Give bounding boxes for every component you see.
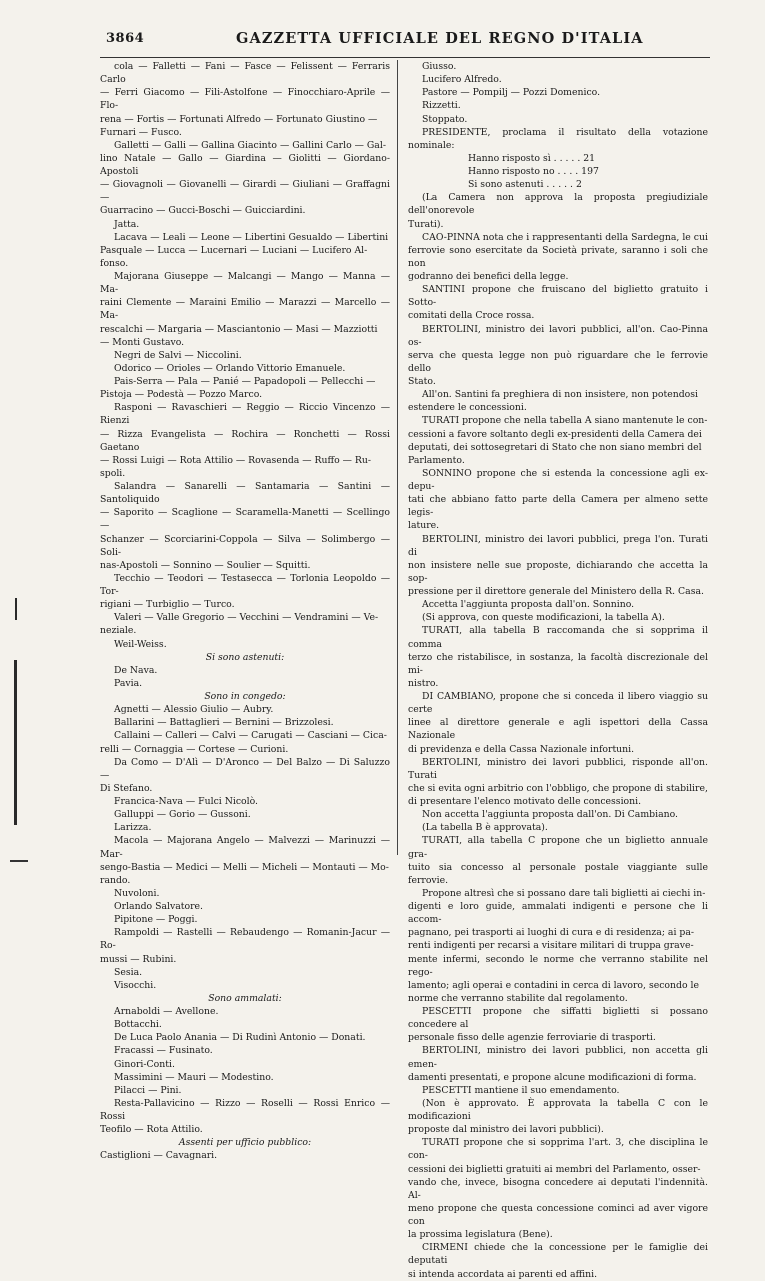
left-column: [100, 60, 390, 1163]
text-line: (Non è approvato. È approvata la tabella C con le modificazioni: [408, 1097, 708, 1122]
text-line: Rampoldi — Rastelli — Rebaudengo — Romanin-Jacur — Ro-: [100, 927, 390, 952]
text-line: Callaini — Calleri — Calvi — Carugati — Casciani — Cica-: [114, 730, 387, 742]
text-line: Rizzetti.: [422, 100, 461, 112]
text-line: pagnano, pei trasporti ai luoghi di cura e di residenza; ai pa-: [408, 927, 695, 939]
text-line: Pais-Serra — Pala — Panié — Papadopoli — Pellecchi —: [114, 376, 376, 387]
text-line: damenti presentati, e propone alcune modificazioni di forma.: [408, 1071, 697, 1083]
right-column: [408, 60, 708, 1281]
header-rule: [100, 57, 710, 58]
binding-dash: [10, 860, 28, 862]
binding-mark: [15, 598, 17, 620]
text-line: CIRMENI chiede che la concessione per le famiglie dei deputati: [408, 1242, 708, 1267]
text-line: Di Stefano.: [100, 782, 153, 794]
text-line: BERTOLINI, ministro dei lavori pubblici, risponde all'on. Turati: [408, 756, 708, 781]
text-line: Galletti — Galli — Gallina Giacinto — Gallini Carlo — Gal-: [114, 139, 386, 151]
text-line: — Rizza Evangelista — Rochira — Ronchetti — Rossi Gaetano: [100, 428, 390, 453]
text-line: Hanno risposto sì . . . . . 21: [468, 152, 596, 164]
text-line: rigiani — Turbiglio — Turco.: [100, 599, 235, 611]
text-line: cola — Falletti — Fani — Fasce — Felissent — Ferraris Carlo: [100, 61, 390, 86]
text-line: Negri de Salvi — Niccolini.: [114, 349, 242, 361]
text-line: proposte dal ministro dei lavori pubblici).: [408, 1124, 604, 1136]
text-line: Valeri — Valle Gregorio — Vecchini — Vendramini — Ve-: [114, 612, 379, 624]
text-line: Castiglioni — Cavagnari.: [100, 1150, 218, 1162]
text-line: — Rossi Luigi — Rota Attilio — Rovasenda — Ruffo — Ru-: [100, 454, 372, 466]
binding-mark: [14, 660, 17, 825]
text-line: vando che, invece, bisogna concedere ai deputati l'indennità. Al-: [408, 1176, 708, 1201]
text-line: Sono ammalati:: [208, 992, 282, 1004]
text-line: Ginori-Conti.: [114, 1058, 175, 1070]
text-line: Stoppato.: [422, 113, 468, 125]
text-line: SANTINI propone che fruiscano del biglietto gratuito i Sotto-: [408, 284, 708, 309]
text-line: Agnetti — Alessio Giulio — Aubry.: [114, 704, 274, 716]
text-line: comitati della Croce rossa.: [408, 310, 535, 322]
text-line: (La tabella B è approvata).: [422, 822, 548, 834]
text-line: DI CAMBIANO, propone che si conceda il libero viaggio su certe: [408, 691, 708, 716]
text-line: Si sono astenuti:: [205, 651, 285, 663]
text-line: Turati).: [408, 218, 444, 230]
text-line: Hanno risposto no . . . . 197: [468, 166, 599, 177]
text-line: lino Natale — Gallo — Giardina — Giolitti — Giordano-Apostoli: [100, 152, 390, 177]
text-line: De Luca Paolo Anania — Di Rudinì Antonio — Donati.: [114, 1032, 366, 1044]
text-line: linee al direttore generale e agli ispettori della Cassa Nazionale: [408, 717, 708, 742]
text-line: estendere le concessioni.: [408, 402, 527, 414]
text-line: Teofilo — Rota Attilio.: [100, 1124, 203, 1136]
text-line: Larizza.: [114, 822, 152, 834]
text-line: ferrovie sono esercitate da Società private, saranno i soli che non: [408, 244, 708, 269]
text-line: Bottacchi.: [114, 1019, 162, 1031]
text-line: mente infermi, secondo le norme che verranno stabilite nel rego-: [408, 953, 708, 978]
text-line: — Giovagnoli — Giovanelli — Girardi — Giuliani — Graffagni —: [100, 179, 390, 204]
text-line: PESCETTI propone che siffatti biglietti si possano concedere al: [408, 1006, 708, 1031]
text-line: Tecchio — Teodori — Testasecca — Torlonia Leopoldo — Tor-: [100, 572, 390, 597]
text-line: Fracassi — Fusinato.: [114, 1045, 213, 1057]
text-line: neziale.: [100, 625, 137, 637]
text-line: PRESIDENTE, proclama il risultato della votazione nominale:: [408, 126, 708, 151]
text-line: Majorana Giuseppe — Malcangi — Mango — Manna — Ma-: [100, 271, 390, 296]
text-line: renti indigenti per recarsi a visitare militari di truppa grave-: [408, 940, 694, 952]
text-line: personale fisso delle agenzie ferroviarie di trasporti.: [408, 1032, 656, 1044]
text-line: nas-Apostoli — Sonnino — Soulier — Squitti.: [100, 559, 311, 571]
newspaper-title: GAZZETTA UFFICIALE DEL REGNO D'ITALIA: [236, 30, 644, 47]
text-line: di previdenza e della Cassa Nazionale infortuni.: [408, 743, 635, 755]
text-line: Orlando Salvatore.: [114, 901, 203, 912]
text-line: Schanzer — Scorciarini-Coppola — Silva — Solimbergo — Soli-: [100, 533, 390, 558]
text-line: rando.: [100, 874, 131, 886]
text-line: Furnari — Fusco.: [100, 126, 182, 138]
text-line: Parlamento.: [408, 454, 465, 466]
text-line: Weil-Weiss.: [114, 638, 167, 650]
text-line: BERTOLINI, ministro dei lavori pubblici, prega l'on. Turati di: [408, 533, 708, 558]
text-line: tuito sia concesso al personale postale viaggiante sulle ferrovie.: [408, 861, 708, 886]
text-line: SONNINO propone che si estenda la concessione agli ex-depu-: [408, 467, 708, 492]
text-line: Stato.: [408, 376, 436, 387]
text-line: lature.: [408, 520, 440, 532]
text-line: meno propone che questa concessione cominci ad aver vigore con: [408, 1202, 708, 1227]
text-line: TURATI propone che nella tabella A siano mantenute le con-: [422, 415, 708, 427]
text-line: terzo che ristabilisce, in sostanza, la facoltà discrezionale del mi-: [408, 651, 708, 676]
text-line: relli — Cornaggia — Cortese — Curioni.: [100, 743, 289, 755]
text-line: digenti e loro guide, ammalati indigenti e persone che li accom-: [408, 901, 708, 926]
text-line: Resta-Pallavicino — Rizzo — Roselli — Rossi Enrico — Rossi: [100, 1097, 390, 1122]
text-line: Pavia.: [114, 677, 143, 689]
text-line: Ballarini — Battaglieri — Bernini — Brizzolesi.: [114, 717, 334, 729]
column-divider: [397, 60, 398, 855]
text-line: che si evita ogni arbitrio con l'obbligo, che propone di stabilire,: [408, 782, 708, 794]
text-line: Giusso.: [422, 61, 457, 72]
text-line: Galluppi — Gorio — Gussoni.: [114, 809, 251, 821]
text-line: TURATI propone che si sopprima l'art. 3, che disciplina le con-: [408, 1137, 708, 1162]
text-line: pressione per il direttore generale del Ministero della R. Casa.: [408, 586, 704, 597]
text-line: spoli.: [100, 467, 126, 479]
text-line: Propone altresì che si possano dare tali biglietti ai ciechi in-: [422, 887, 706, 899]
text-line: Arnaboldi — Avellone.: [114, 1006, 219, 1017]
text-line: Pastore — Pompilj — Pozzi Domenico.: [422, 87, 601, 99]
text-line: non insistere nelle sue proposte, dichiarando che accetta la sop-: [408, 559, 708, 584]
text-line: Rasponi — Ravaschieri — Reggio — Riccio Vincenzo — Rienzi: [100, 402, 390, 427]
text-line: (Si approva, con queste modificazioni, la tabella A).: [422, 612, 665, 624]
text-line: Da Como — D'Alì — D'Aronco — Del Balzo — Di Saluzzo —: [100, 756, 390, 781]
text-line: rena — Fortis — Fortunati Alfredo — Fortunato Giustino —: [100, 113, 378, 125]
text-line: Sono in congedo:: [204, 691, 286, 702]
text-line: raini Clemente — Maraini Emilio — Marazzi — Marcello — Ma-: [100, 297, 390, 322]
text-line: tati che abbiano fatto parte della Camera per almeno sette legis-: [408, 494, 708, 519]
text-line: Francica-Nava — Fulci Nicolò.: [114, 796, 258, 807]
text-line: Jatta.: [114, 218, 140, 230]
text-line: CAO-PINNA nota che i rappresentanti della Sardegna, le cui: [422, 231, 708, 243]
text-line: mussi — Rubini.: [100, 953, 177, 965]
text-line: Pistoja — Podestà — Pozzo Marco.: [100, 389, 263, 401]
text-line: — Ferri Giacomo — Fili-Astolfone — Finocchiaro-Aprile — Flo-: [100, 87, 390, 112]
text-line: Salandra — Sanarelli — Santamaria — Santini — Santoliquido: [100, 481, 390, 506]
text-line: nistro.: [408, 677, 439, 689]
text-line: rescalchi — Margaria — Masciantonio — Masi — Mazziotti: [100, 323, 378, 335]
text-line: cessioni dei biglietti gratuiti ai membri del Parlamento, osser-: [408, 1163, 701, 1175]
text-line: Pilacci — Pini.: [114, 1084, 182, 1096]
text-line: di presentare l'elenco motivato delle concessioni.: [408, 796, 642, 807]
text-line: — Saporito — Scaglione — Scaramella-Manetti — Scellingo —: [100, 507, 390, 532]
text-line: BERTOLINI, ministro dei lavori pubblici, non accetta gli emen-: [408, 1045, 708, 1070]
text-line: TURATI, alla tabella B raccomanda che si sopprima il comma: [408, 625, 708, 650]
text-line: Massimini — Mauri — Modestino.: [114, 1071, 274, 1083]
text-line: Lucifero Alfredo.: [422, 74, 502, 86]
text-line: TURATI, alla tabella C propone che un biglietto annuale gra-: [408, 835, 708, 860]
text-line: PESCETTI mantiene il suo emendamento.: [422, 1084, 620, 1096]
text-line: cessioni a favore soltanto degli ex-presidenti della Camera dei: [408, 428, 702, 440]
text-line: serva che questa legge non può riguardare che le ferrovie dello: [408, 349, 708, 374]
text-line: Macola — Majorana Angelo — Malvezzi — Marinuzzi — Mar-: [100, 835, 390, 860]
text-line: Pipitone — Poggi.: [114, 914, 198, 926]
text-line: Guarracino — Gucci-Boschi — Guicciardini.: [100, 205, 306, 217]
text-line: sengo-Bastia — Medici — Melli — Micheli — Montauti — Mo-: [100, 861, 389, 873]
text-line: norme che verranno stabilite dal regolamento.: [408, 992, 628, 1004]
text-line: Visocchi.: [114, 979, 157, 991]
text-line: lamento; agli operai e contadini in cerca di lavoro, secondo le: [408, 979, 699, 991]
text-line: (La Camera non approva la proposta pregiudiziale dell'onorevole: [408, 192, 708, 217]
text-line: — Monti Gustavo.: [100, 336, 185, 348]
text-line: De Nava.: [114, 664, 158, 676]
text-line: Accetta l'aggiunta proposta dall'on. Sonnino.: [422, 599, 635, 611]
text-line: fonso.: [100, 257, 129, 269]
text-line: Lacava — Leali — Leone — Libertini Gesualdo — Libertini: [114, 231, 389, 243]
text-line: Non accetta l'aggiunta proposta dall'on. Di Cambiano.: [422, 809, 678, 821]
text-line: la prossima legislatura (Bene).: [408, 1229, 553, 1241]
text-line: BERTOLINI, ministro dei lavori pubblici, all'on. Cao-Pinna os-: [408, 323, 708, 348]
text-line: si intenda accordata ai parenti ed affini.: [408, 1268, 598, 1280]
text-line: Sesia.: [114, 966, 143, 978]
page-number: 3864: [106, 31, 145, 46]
text-line: Pasquale — Lucca — Lucernari — Luciani — Lucifero Al-: [100, 244, 368, 256]
text-line: deputati, dei sottosegretari di Stato che non siano membri del: [408, 441, 702, 453]
text-line: Odorico — Orioles — Orlando Vittorio Emanuele.: [114, 362, 346, 374]
text-line: All'on. Santini fa preghiera di non insistere, non potendosi: [422, 389, 699, 401]
text-line: Assenti per ufficio pubblico:: [178, 1137, 312, 1149]
text-line: Nuvoloni.: [114, 887, 160, 899]
text-line: Si sono astenuti . . . . . 2: [468, 179, 582, 191]
text-line: godranno dei benefici della legge.: [408, 271, 569, 282]
